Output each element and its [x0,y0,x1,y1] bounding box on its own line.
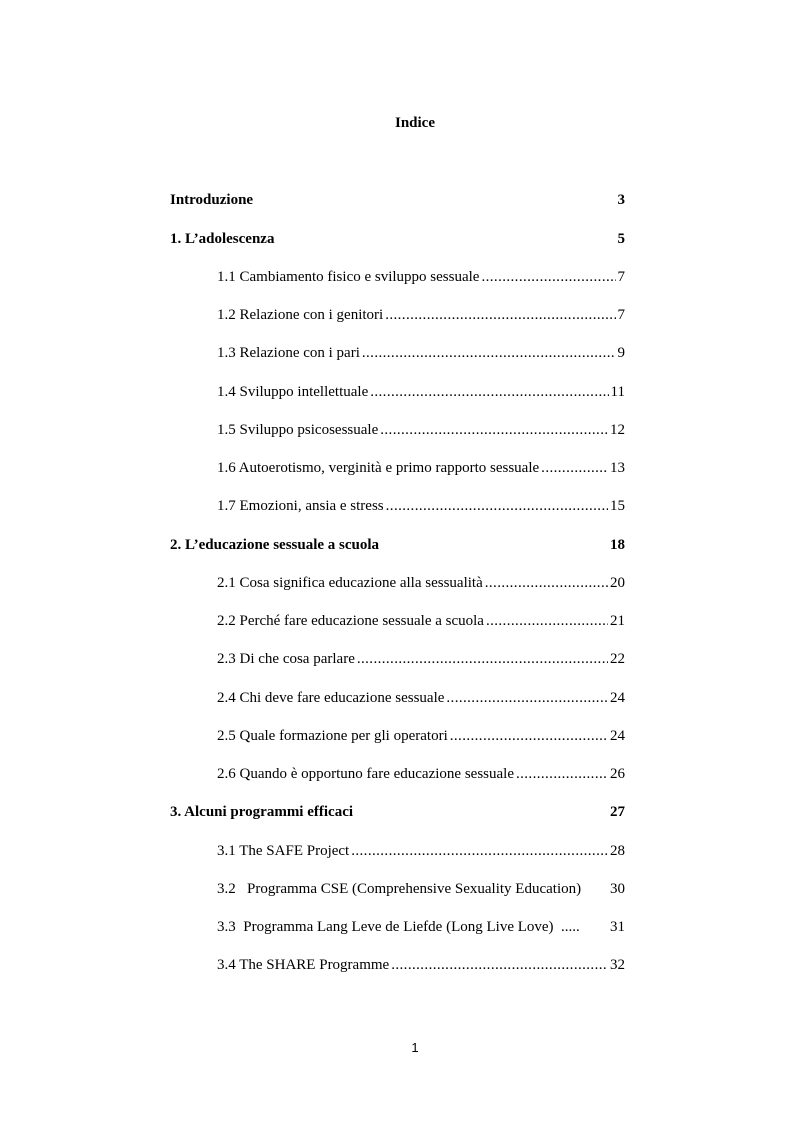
toc-entry-label: 1. L’adolescenza [170,231,275,247]
toc-entry-label: 3.2 Programma CSE (Comprehensive Sexuality Education) [217,881,582,897]
dot-leader [386,497,608,515]
toc-entry-2-2[interactable] [217,612,625,630]
dot-leader [370,383,608,401]
dot-leader [485,574,608,592]
toc-entry-label: 3.3 Programma Lang Leve de Liefde (Long Live Love) ..... [217,919,580,935]
dot-leader [541,459,608,477]
toc-entry-page: 27 [610,804,625,820]
dot-leader [385,306,615,324]
toc-entry-label: 2.3 Di che cosa parlare [217,651,355,667]
toc-entry-page: 22 [610,651,625,667]
toc-entry-page: 12 [610,422,625,438]
toc-entry-label: 1.3 Relazione con i pari [217,345,360,361]
toc-entry-page: 20 [610,575,625,591]
toc-entry-3-3[interactable] [217,918,625,936]
toc-entry-chapter-1[interactable] [170,230,625,248]
toc-entry-chapter-3[interactable] [170,803,625,821]
toc-entry-1-1[interactable] [217,268,625,286]
toc-entry-page: 30 [610,881,625,897]
dot-leader [380,421,608,439]
toc-entry-page: 24 [610,690,625,706]
toc-entry-2-4[interactable] [217,689,625,707]
toc-entry-page: 7 [617,269,625,285]
dot-leader [362,344,616,362]
toc-entry-2-6[interactable] [217,765,625,783]
toc-entry-introduzione[interactable] [170,191,625,209]
toc-entry-page: 18 [610,537,625,553]
toc-entry-3-4[interactable] [217,956,625,974]
page-number: 1 [411,1040,419,1055]
toc-entry-label: 1.7 Emozioni, ansia e stress [217,498,384,514]
toc-entry-page: 7 [617,307,625,323]
toc-entry-page: 3 [617,192,625,208]
toc-entry-3-2[interactable] [217,880,625,898]
dot-leader [391,956,608,974]
toc-entry-page: 9 [617,345,625,361]
toc-entry-page: 28 [610,843,625,859]
page-title: Indice [394,115,435,131]
dot-leader [516,765,608,783]
toc-entry-1-2[interactable] [217,306,625,324]
toc-entry-label: 2.2 Perché fare educazione sessuale a scuola [217,613,484,629]
toc-entry-2-5[interactable] [217,727,625,745]
toc-entry-page: 26 [610,766,625,782]
toc-entry-page: 15 [610,498,625,514]
toc-entry-2-3[interactable] [217,650,625,668]
toc-entry-label: 1.2 Relazione con i genitori [217,307,384,323]
toc-entry-2-1[interactable] [217,574,625,592]
dot-leader [351,842,608,860]
toc-entry-label: 1.1 Cambiamento fisico e sviluppo sessuale [217,269,480,285]
toc-entry-page: 5 [617,231,625,247]
dot-leader [450,727,608,745]
toc-entry-chapter-2[interactable] [170,536,625,554]
toc-entry-1-4[interactable] [217,383,625,401]
toc-entry-label: 2. L’educazione sessuale a scuola [170,537,380,553]
toc-entry-1-5[interactable] [217,421,625,439]
toc-entry-label: 3.4 The SHARE Programme [217,957,390,973]
toc-entry-1-7[interactable] [217,497,625,515]
toc-entry-label: 1.5 Sviluppo psicosessuale [217,422,379,438]
toc-entry-label: 2.6 Quando è opportuno fare educazione sessuale [217,766,514,782]
dot-leader [357,650,608,668]
dot-leader [486,612,608,630]
toc-entry-label: 2.5 Quale formazione per gli operatori [217,728,448,744]
toc-entry-label: 2.1 Cosa significa educazione alla sessualità [217,575,483,591]
toc-entry-3-1[interactable] [217,842,625,860]
dot-leader [481,268,615,286]
toc-entry-page: 32 [610,957,625,973]
toc-entry-page: 13 [610,460,625,476]
toc-entry-label: 3. Alcuni programmi efficaci [170,804,354,820]
toc-entry-page: 11 [610,384,625,400]
toc-entry-page: 24 [610,728,625,744]
toc-entry-label: 1.6 Autoerotismo, verginità e primo rapporto sessuale [217,460,540,476]
toc-entry-page: 21 [610,613,625,629]
toc-entry-label: Introduzione [170,192,254,208]
toc-entry-1-6[interactable] [217,459,625,477]
toc-entry-label: 3.1 The SAFE Project [217,843,350,859]
dot-leader [446,689,608,707]
toc-entry-label: 1.4 Sviluppo intellettuale [217,384,369,400]
toc-entry-page: 31 [610,919,625,935]
toc-entry-label: 2.4 Chi deve fare educazione sessuale [217,690,445,706]
toc-entry-1-3[interactable] [217,344,625,362]
